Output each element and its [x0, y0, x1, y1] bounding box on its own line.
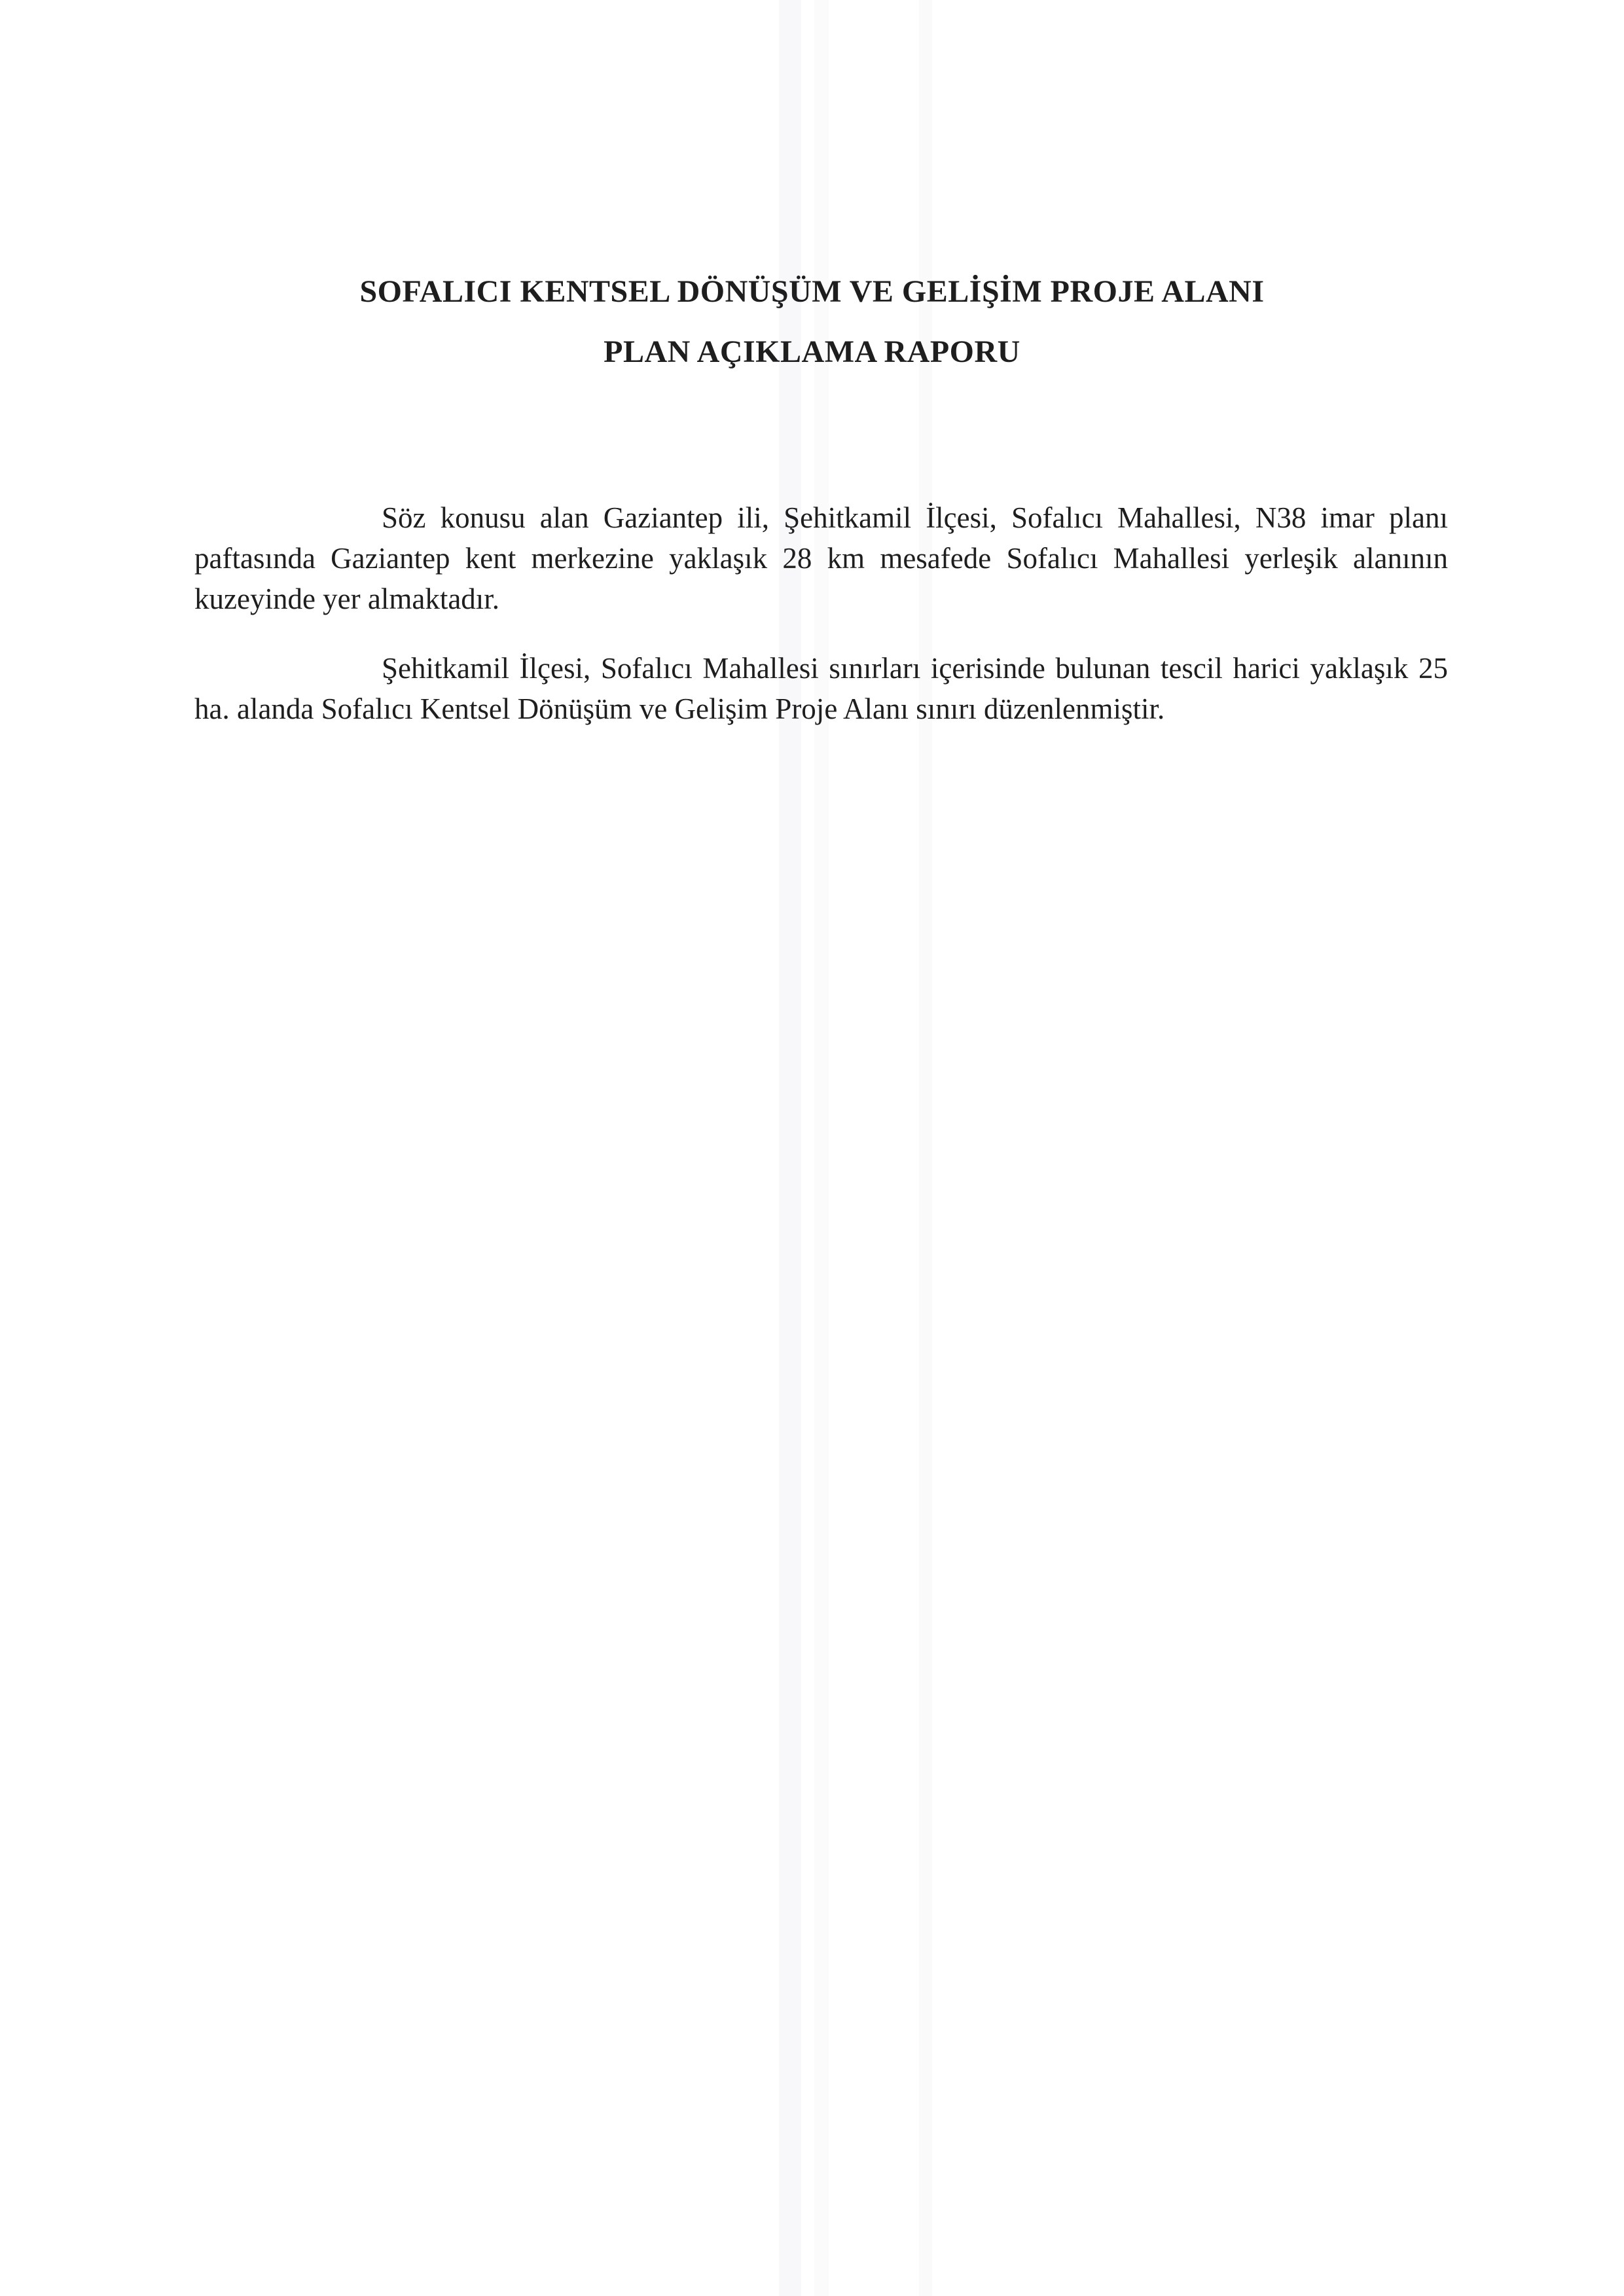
paragraph-location: Söz konusu alan Gaziantep ili, Şehitkamil İlçesi, Sofalıcı Mahallesi, N38 imar planı paftasında Gaziantep kent merkezine yaklaşık 28 km mesafede Sofalıcı Mahallesi yerleşik alanının kuzeyinde yer almaktadır.	[194, 501, 1448, 615]
paragraph-boundary: Şehitkamil İlçesi, Sofalıcı Mahallesi sınırları içerisinde bulunan tescil harici yaklaşık 25 ha. alanda Sofalıcı Kentsel Dönüşüm ve Gelişim Proje Alanı sınırı düzenlenmiştir.	[194, 652, 1448, 725]
document-subtitle: PLAN AÇIKLAMA RAPORU	[604, 334, 1020, 369]
document-title: SOFALICI KENTSEL DÖNÜŞÜM VE GELİŞİM PROJE ALANI	[359, 274, 1265, 309]
